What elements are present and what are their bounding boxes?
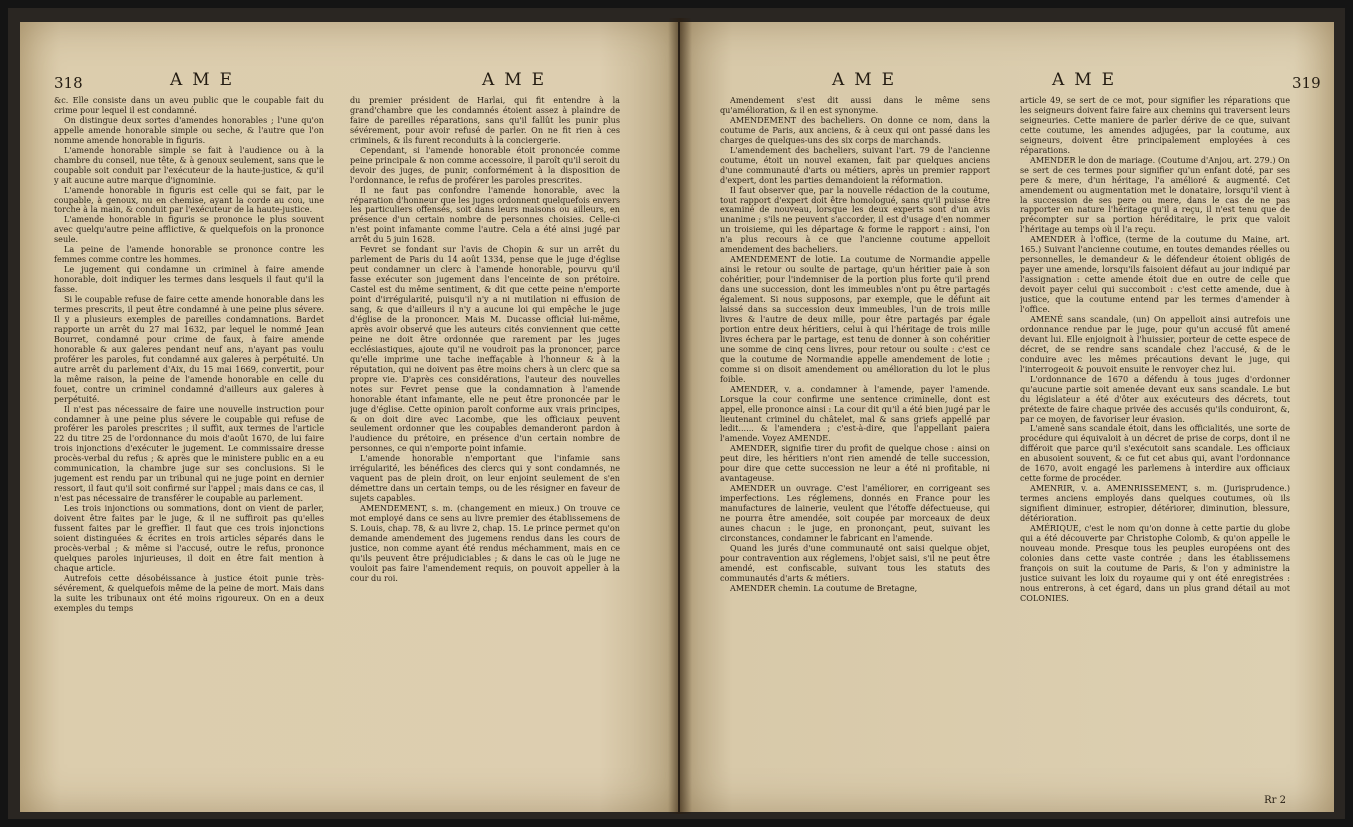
paragraph: AMENRIR, v. a. AMENRISSEMENT, s. m. (Jurisprudence.) termes anciens employés dans quelques coutumes, où ils signifient diminuer, estropier, détériorer, diminution, blessure, détérioration. bbox=[1020, 483, 1290, 524]
right-column-2 bbox=[1020, 96, 1290, 796]
paragraph: AMENDER, signifie tirer du profit de quelque chose : ainsi on peut dire, les héritiers n'ont rien amendé de telle succession, pour dire que cette succession ne leur a été ni profitable, ni avantageuse. bbox=[720, 443, 990, 484]
right-head-word-1: AME bbox=[832, 70, 905, 90]
paragraph: La peine de l'amende honorable se prononce contre les femmes comme contre les hommes. bbox=[54, 244, 324, 265]
right-column-1 bbox=[720, 96, 990, 796]
paragraph: AMENDEMENT, s. m. (changement en mieux.) On trouve ce mot employé dans ce sens au livre premier des établissemens de S. Louis, chap. 78, & au livre 2, chap. 15. Le prince permet qu'on demande amendement des jugemens rendus dans les cours de justice, non comme ayant été rendus méchamment, mais en ce qu'ils peuvent être préjudiciables ; & dans le cas où le juge ne vouloit pas faire l'amendement requis, on pouvoit appeller à la cour du roi. bbox=[350, 503, 620, 583]
paragraph: Cependant, si l'amende honorable étoit prononcée comme peine principale & non comme accessoire, il paroît qu'il seroit du devoir des juges, de punir, conformément à la disposition de l'ordonnance, le refus de proférer les paroles prescrites. bbox=[350, 144, 620, 185]
right-page-number: 319 bbox=[1292, 74, 1321, 92]
paragraph: article 49, se sert de ce mot, pour signifier les réparations que les seigneurs doivent faire faire aux chemins qui traversent leurs seigneuries. Cette maniere de parler dérive de ce que, suivant cette coutume, les amendes adjugées, par la coutume, aux seigneurs, doivent être principalement employées à ces réparations. bbox=[1020, 96, 1290, 155]
paragraph: AMÉRIQUE, c'est le nom qu'on donne à cette partie du globe qui a été découverte par Christophe Colomb, & qu'on appelle le nouveau monde. Presque tous les peuples européens ont des colonies dans cette vaste contrée ; dans les établissemens françois on suit la coutume de Paris, & l'on y administre la justice suivant les loix du royaume qui y ont été enregistrées : nous entrerons, à cet égard, dans un plus grand détail au mot COLONIES. bbox=[1020, 522, 1290, 603]
paragraph: AMENDEMENT de lotie. La coutume de Normandie appelle ainsi le retour ou soulte de partage, qu'un héritier paie à son cohéritier, pour l'indemniser de la portion plus forte qu'il prend dans une succession, dont les immeubles n'ont pu être partagés également. Si nous supposons, par exemple, que le défunt ait laissé dans sa succession deux immeubles, l'un de trois mille livres & l'autre de deux mille, pour être partagés par égale portion entre deux héritiers, celui à qui l'héritage de trois mille livres échera par le partage, est tenu de donner à son cohéritier une somme de cinq cens livres, pour retour ou soulte : c'est ce que la coutume de Normandie appelle amendement de lotie ; comme si on disoit amendement ou amélioration du lot le plus foible. bbox=[720, 254, 990, 384]
book-gutter bbox=[668, 18, 692, 814]
paragraph: L'ordonnance de 1670 a défendu à tous juges d'ordonner qu'aucune partie soit amenée devant eux sans scandale. Le but du législateur a été d'ôter aux exécuteurs des décrets, tout prétexte de faire chaque privée des accusés qu'ils conduiront, &, par ce moyen, de favoriser leur évasion. bbox=[1020, 373, 1290, 424]
paragraph: du premier président de Harlai, qui fit entendre à la grand'chambre que les condamnés étoient assez à plaindre de faire de pareilles réparations, sans qu'il fallût les punir plus sévérement, pour avoir refusé de parler. On ne fit rien à ces criminels, & ils furent reconduits à la conciergerie. bbox=[350, 96, 620, 145]
paragraph: Il faut observer que, par la nouvelle rédaction de la coutume, tout rapport d'expert doit être homologué, sans qu'il puisse être examiné de nouveau, lorsque les deux experts sont d'un avis unanime ; s'ils ne peuvent s'accorder, il est d'usage d'en nommer un troisieme, qui les départage & forme le rapport : ainsi, l'on n'a plus recours à ce que l'ancienne coutume appelloit amendement des bacheliers. bbox=[720, 184, 990, 255]
paragraph: AMENDER chemin. La coutume de Bretagne, bbox=[730, 582, 918, 593]
book-spread bbox=[8, 8, 1345, 819]
paragraph: Quand les jurés d'une communauté ont saisi quelque objet, pour contravention aux réglemens, l'objet saisi, s'il ne peut être amendé, est confiscable, suivant tous les statuts des communautés d'arts & métiers. bbox=[720, 542, 990, 583]
paragraph: AMENDEMENT des bacheliers. On donne ce nom, dans la coutume de Paris, aux anciens, & à ceux qui ont passé dans les charges de quelques-uns des six corps de marchands. bbox=[720, 114, 990, 145]
paragraph: L'amende honorable in figuris est celle qui se fait, par le coupable, à genoux, nu en chemise, ayant la corde au cou, une torche à la main, & conduit par l'exécuteur de la haute-justice. bbox=[54, 184, 324, 215]
paragraph: L'amende honorable simple se fait à l'audience ou à la chambre du conseil, nue tête, & à genoux seulement, sans que le coupable soit conduit par l'exécuteur de la haute-justice, & qu'il y ait aucune autre marque d'ignominie. bbox=[54, 144, 324, 185]
paragraph: L'amendement des bacheliers, suivant l'art. 79 de l'ancienne coutume, étoit un nouvel examen, fait par quelques anciens d'une communauté d'arts ou métiers, après un premier rapport d'expert, dont les parties demandoient la réformation. bbox=[720, 144, 990, 185]
left-column-2 bbox=[350, 96, 620, 796]
left-column-1 bbox=[54, 96, 324, 796]
paragraph: Si le coupable refuse de faire cette amende honorable dans les termes prescrits, il peut être condamné à une peine plus sévere. Il y a plusieurs exemples de pareilles condamnations. Bardet rapporte un arrêt du 27 mai 1632, par lequel le nommé Jean Bourret, condamné pour crime de faux, à faire amende honorable & aux galeres pendant neuf ans, n'ayant pas voulu proférer les paroles, fut condamné aux galeres à perpétuité. Un autre arrêt du parlement d'Aix, du 15 mai 1669, convertit, pour la même raison, la peine de l'amende honorable en celle du fouet, contre un criminel condamné d'ailleurs aux galeres à perpétuité. bbox=[54, 294, 324, 404]
paragraph: AMENDER, v. a. condamner à l'amende, payer l'amende. Lorsque la cour confirme une sentence criminelle, dont est appel, elle prononce ainsi : La cour dit qu'il a été bien jugé par le lieutenant criminel du châtelet, mal & sans griefs appellé par ledit...... & l'amendera ; c'est-à-dire, que l'appellant paiera l'amende. Voyez AMENDE. bbox=[720, 383, 990, 444]
right-page bbox=[680, 22, 1334, 812]
right-running-head bbox=[680, 70, 1334, 94]
paragraph: Autrefois cette désobéissance à justice étoit punie très-sévérement, & quelquefois même de la peine de mort. Mais dans la suite les tribunaux ont été moins rigoureux. On en a deux exemples du temps bbox=[54, 572, 324, 613]
paragraph: L'amende honorable in figuris se prononce le plus souvent avec quelqu'autre peine afflictive, & quelquefois on la prononce seule. bbox=[54, 214, 324, 245]
left-head-word-1: AME bbox=[170, 70, 243, 90]
left-running-head bbox=[20, 70, 678, 94]
paragraph: Il ne faut pas confondre l'amende honorable, avec la réparation d'honneur que les juges ordonnent quelquefois envers les particuliers offensés, soit dans leurs maisons ou ailleurs, en présence d'un certain nombre de personnes choisies. Celle-ci n'est point infamante comme l'autre. Cela a été ainsi jugé par arrêt du 5 juin 1628. bbox=[350, 184, 620, 245]
signature-mark: Rr 2 bbox=[1264, 795, 1286, 806]
paragraph: &c. Elle consiste dans un aveu public que le coupable fait du crime pour lequel il est condamné. bbox=[54, 96, 324, 115]
paragraph: Amendement s'est dit aussi dans le même sens qu'amélioration, & il en est synonyme. bbox=[720, 96, 990, 115]
paragraph: AMENDER le don de mariage. (Coutume d'Anjou, art. 279.) On se sert de ces termes pour signifier qu'un enfant doté, par ses pere & mere, d'un héritage, l'a amélioré & augmenté. Cet amendement ou augmentation met le donataire, lorsqu'il vient à la succession de ses pere ou mere, dans le cas de ne pas rapporter en nature l'héritage qu'il a reçu, il n'est tenu que de précompter sur sa portion héréditaire, le prix que valoit l'héritage au temps où il l'a reçu. bbox=[1020, 154, 1290, 235]
paragraph: Fevret se fondant sur l'avis de Chopin & sur un arrêt du parlement de Paris du 14 août 1334, pense que le juge d'église peut condamner un clerc à l'amende honorable, pourvu qu'il fasse exécuter son jugement dans l'enceinte de son prétoire. Castel est du même sentiment, & dit que cette peine n'emporte point d'irrégularité, puisqu'il n'y a ni mutilation ni effusion de sang, & que d'ailleurs il n'y a aucune loi qui empêche le juge d'église de la prononcer. Mais M. Ducasse officiał lui-même, après avoir observé que les auteurs cités conviennent que cette peine ne doit être ordonnée que rarement par les juges ecclésiastiques, ajoute qu'il ne voudroit pas la prononcer, parce qu'elle imprime une tache ineffaçable à l'honneur & à la réputation, qui ne doivent pas être moins chers à un clerc que sa propre vie. D'après ces considérations, l'auteur des nouvelles notes sur Fevret pense que la condamnation à l'amende honorable étant infamante, elle ne peut être prononcée par le juge d'église. Cette opinion paroît conforme aux vrais principes, & on doit dire avec Lacombe, que les officiaux peuvent seulement ordonner que les coupables demanderont pardon à l'audience du prétoire, en présence d'un certain nombre de personnes, ce qui n'emporte point infamie. bbox=[350, 244, 620, 454]
left-page-number: 318 bbox=[54, 74, 83, 92]
paragraph: AMENDER à l'office, (terme de la coutume du Maine, art. 165.) Suivant l'ancienne coutume, en toutes demandes réelles ou personnelles, le demandeur & le défendeur étoient obligés de payer une amende, lorsqu'ils faisoient défaut au jour indiqué par l'assignation : cette amende étoit due en outre de celle que devoit payer celui qui succomboit : c'est cette amende, due à justice, que la coutume entend par les termes d'amender à l'office. bbox=[1020, 234, 1290, 315]
paragraph: L'amende honorable n'emportant que l'infamie sans irrégularité, les bénéfices des clercs qui y sont condamnés, ne vaquent pas de plein droit, on leur enjoint seulement de s'en démettre dans un certain temps, ou de les résigner en faveur de sujets capables. bbox=[350, 453, 620, 504]
paragraph: Les trois injonctions ou sommations, dont on vient de parler, doivent être faites par le juge, & il ne suffiroit pas qu'elles fussent faites par le greffier. Il faut que ces trois injonctions soient distinguées & écrites en trois articles séparés dans le procès-verbal ; & même si l'accusé, outre le refus, prononce quelques paroles injurieuses, il doit en être fait mention à chaque article. bbox=[54, 503, 324, 573]
paragraph: Il n'est pas nécessaire de faire une nouvelle instruction pour condamner à une peine plus sévere le coupable qui refuse de proférer les paroles prescrites ; il suffit, aux termes de l'article 22 du titre 25 de l'ordonnance du mois d'août 1670, de lui faire trois injonctions d'exécuter le jugement. Le commissaire dresse procès-verbal du refus ; & après que le ministere public en a eu communication, la chambre juge sur ses conclusions. Si le jugement est rendu par un tribunal qui ne juge point en dernier ressort, il faut qu'il soit confirmé sur l'appel ; mais dans ce cas, il n'est pas nécessaire de transférer le coupable au parlement. bbox=[54, 403, 324, 504]
paragraph: AMENÉ sans scandale, (un) On appelloit ainsi autrefois une ordonnance rendue par le juge, pour qu'un accusé fût amené devant lui. Elle enjoignoit à l'huissier, porteur de cette espece de décret, de se rendre sans scandale chez l'accusé, & de le conduire avec les mêmes précautions devant le juge, qui l'interrogeoit & pouvoit ensuite le renvoyer chez lui. bbox=[1020, 313, 1290, 374]
paragraph: L'amené sans scandale étoit, dans les officialités, une sorte de procédure qui équivaloit à un décret de prise de corps, dont il ne différoit que parce qu'il s'exécutoit sans scandale. Les officiaux en abusoient souvent, & ce fut cet abus qui, avant l'ordonnance de 1670, avoit engagé les parlemens à interdire aux officiaux cette forme de procéder. bbox=[1020, 423, 1290, 484]
paragraph: On distingue deux sortes d'amendes honorables ; l'une qu'on appelle amende honorable simple ou seche, & l'autre que l'on nomme amende honorable in figuris. bbox=[54, 114, 324, 145]
paragraph: Le jugement qui condamne un criminel à faire amende honorable, doit indiquer les termes dans lesquels il faut qu'il la fasse. bbox=[54, 264, 324, 295]
paragraph: AMENDER un ouvrage. C'est l'améliorer, en corrigeant ses imperfections. Les réglemens, donnés en France pour les manufactures de lainerie, veulent que l'étoffe défectueuse, qui ne pourra être amendée, soit coupée par morceaux de deux aunes chacun : le juge, en prononçant, peut, suivant les circonstances, condamner le fabricant en l'amende. bbox=[720, 483, 990, 543]
right-head-word-2: AME bbox=[1052, 70, 1125, 90]
left-head-word-2: AME bbox=[482, 70, 555, 90]
left-page bbox=[20, 22, 678, 812]
